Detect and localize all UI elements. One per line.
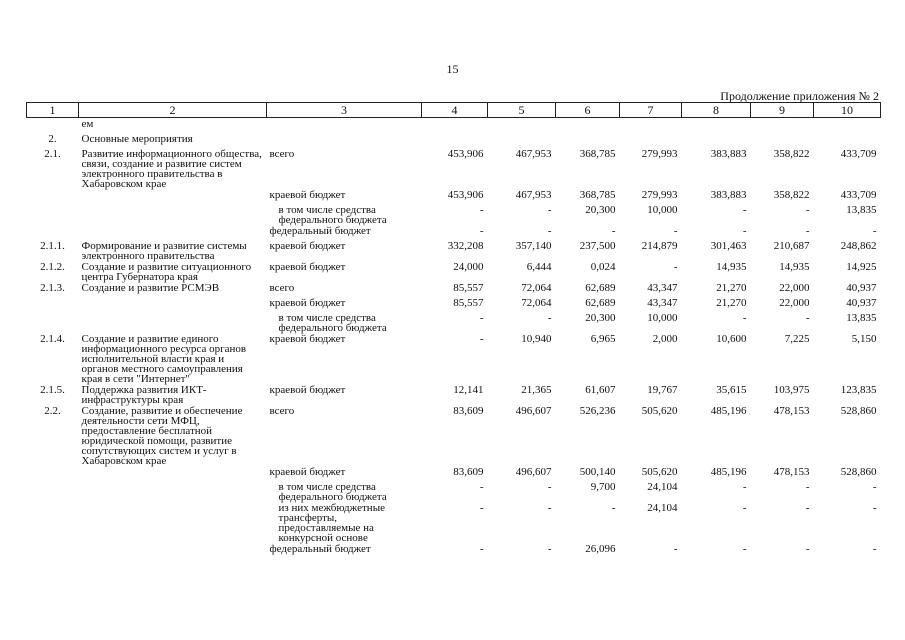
row-funding-source: краевой бюджет	[269, 333, 346, 345]
row-value-col-8: 35,615	[716, 384, 747, 396]
row-value-col-10: 528,860	[840, 466, 877, 478]
row-value-col-10: 40,937	[846, 282, 877, 294]
row-code	[27, 312, 79, 333]
table-row	[27, 312, 881, 333]
row-value-col-4	[422, 133, 488, 148]
table-row	[27, 189, 881, 204]
row-value-col-6: 500,140	[579, 466, 616, 478]
row-code: 2.1.2.	[40, 261, 65, 273]
row-name	[79, 502, 267, 543]
column-header-1: 1	[27, 103, 79, 118]
row-value-col-4	[422, 118, 488, 134]
row-funding-source: краевой бюджет	[269, 297, 346, 309]
row-name: ем	[81, 118, 94, 130]
row-value-col-5: -	[547, 543, 552, 555]
row-name: Создание, развитие и обеспечение деятельности сети МФЦ, предоставление бесплатной юридической помощи, развитие сопутствующих систем и услуг в Хабаровском крае	[81, 405, 243, 467]
row-value-col-10: 528,860	[840, 405, 877, 417]
row-value-col-7: 10,000	[647, 312, 678, 324]
row-value-col-5: 21,365	[521, 384, 552, 396]
row-code	[27, 297, 79, 312]
table-row	[27, 118, 881, 134]
table-row	[27, 148, 881, 189]
row-value-col-10: 5,150	[851, 333, 877, 345]
table-row	[27, 240, 881, 261]
row-value-col-6: 26,096	[585, 543, 616, 555]
row-value-col-9: 358,822	[773, 148, 810, 160]
row-value-col-5: 357,140	[515, 240, 552, 252]
row-code: 2.	[48, 133, 57, 145]
row-value-col-9: 14,935	[779, 261, 810, 273]
table-row	[27, 384, 881, 405]
row-code	[27, 502, 79, 543]
row-code	[27, 543, 79, 558]
row-value-col-5: -	[547, 481, 552, 493]
row-value-col-10	[814, 118, 881, 134]
row-name	[79, 225, 267, 240]
row-code	[27, 118, 79, 134]
row-value-col-8: -	[742, 481, 747, 493]
row-value-col-8: -	[742, 502, 747, 514]
row-value-col-4: 453,906	[447, 189, 484, 201]
row-value-col-10: 13,835	[846, 204, 877, 216]
row-name	[79, 312, 267, 333]
row-value-col-7: 10,000	[647, 204, 678, 216]
row-value-col-7: 505,620	[641, 405, 678, 417]
row-value-col-7: -	[673, 261, 678, 273]
row-value-col-8: 301,463	[710, 240, 747, 252]
row-value-col-4: -	[479, 312, 484, 324]
row-value-col-8: -	[742, 543, 747, 555]
row-funding-source: всего	[269, 282, 295, 294]
row-name: Поддержка развития ИКТ-инфраструктуры края	[81, 384, 207, 406]
row-value-col-7: 505,620	[641, 466, 678, 478]
row-value-col-4: 12,141	[453, 384, 484, 396]
row-value-col-9: -	[805, 312, 810, 324]
row-value-col-7	[620, 118, 682, 134]
row-value-col-9: 7,225	[784, 333, 810, 345]
row-value-col-10: 13,835	[846, 312, 877, 324]
row-value-col-5: 467,953	[515, 148, 552, 160]
budget-table	[26, 102, 881, 558]
row-value-col-5: 496,607	[515, 466, 552, 478]
row-funding-source: всего	[269, 405, 295, 417]
table-row	[27, 282, 881, 297]
row-value-col-7: 24,104	[647, 481, 678, 493]
table-header	[27, 103, 881, 118]
row-funding-source: из них межбюджетные трансферты, предоставляемые на конкурсной основе	[278, 502, 385, 544]
row-value-col-6: 526,236	[579, 405, 616, 417]
row-value-col-8: -	[742, 225, 747, 237]
table-body	[27, 118, 881, 559]
row-code: 2.1.1.	[40, 240, 65, 252]
row-value-col-9: 22,000	[779, 282, 810, 294]
row-value-col-5: 10,940	[521, 333, 552, 345]
row-value-col-6: 20,300	[585, 312, 616, 324]
row-value-col-5: 72,064	[521, 282, 552, 294]
row-value-col-8: 383,883	[710, 148, 747, 160]
row-value-col-6: 0,024	[590, 261, 616, 273]
row-value-col-9	[751, 133, 814, 148]
row-value-col-4: 332,208	[447, 240, 484, 252]
row-value-col-7: 43,347	[647, 282, 678, 294]
table-row	[27, 297, 881, 312]
row-value-col-8: 21,270	[716, 297, 747, 309]
row-funding-source: краевой бюджет	[269, 466, 346, 478]
row-name	[79, 204, 267, 225]
row-value-col-4: -	[479, 543, 484, 555]
row-code	[27, 225, 79, 240]
row-name	[79, 481, 267, 502]
row-value-col-6: 62,689	[585, 297, 616, 309]
row-name	[79, 189, 267, 204]
row-value-col-10: 248,862	[840, 240, 877, 252]
row-value-col-10: 40,937	[846, 297, 877, 309]
row-value-col-5	[488, 118, 556, 134]
row-value-col-4: 24,000	[453, 261, 484, 273]
row-name: Развитие информационного общества, связи, создание и развитие систем электронного правительства в Хабаровском крае	[81, 148, 262, 190]
column-header-9: 9	[751, 103, 814, 118]
row-funding-source: федеральный бюджет	[269, 225, 371, 237]
row-value-col-9: 22,000	[779, 297, 810, 309]
row-value-col-9: 478,153	[773, 466, 810, 478]
row-value-col-4: 453,906	[447, 148, 484, 160]
row-value-col-5: 496,607	[515, 405, 552, 417]
row-value-col-4: -	[479, 481, 484, 493]
table-row	[27, 225, 881, 240]
row-funding-source: краевой бюджет	[269, 189, 346, 201]
row-value-col-4: 85,557	[453, 282, 484, 294]
row-value-col-9: 210,687	[773, 240, 810, 252]
row-value-col-10: -	[872, 481, 877, 493]
row-value-col-4: 83,609	[453, 405, 484, 417]
row-code: 2.1.	[44, 148, 61, 160]
row-code	[27, 189, 79, 204]
row-value-col-5: 72,064	[521, 297, 552, 309]
row-value-col-7: 279,993	[641, 189, 678, 201]
row-name	[79, 466, 267, 481]
row-value-col-9	[751, 118, 814, 134]
row-funding-source: всего	[269, 148, 295, 160]
row-value-col-10: 433,709	[840, 148, 877, 160]
row-value-col-7: 279,993	[641, 148, 678, 160]
row-value-col-6: 20,300	[585, 204, 616, 216]
row-value-col-8: 485,196	[710, 405, 747, 417]
row-value-col-9: 103,975	[773, 384, 810, 396]
row-funding-source: в том числе средства федерального бюджета	[278, 204, 387, 226]
row-value-col-4: -	[479, 225, 484, 237]
row-value-col-6	[556, 118, 620, 134]
row-value-col-8	[682, 118, 751, 134]
table-row	[27, 466, 881, 481]
row-funding-source	[267, 133, 422, 148]
row-value-col-8: 485,196	[710, 466, 747, 478]
row-name: Создание и развитие единого информационного ресурса органов исполнительной власти края и органов местного самоуправления края в сети "Интернет"	[81, 333, 247, 385]
row-value-col-10: 123,835	[840, 384, 877, 396]
row-funding-source: в том числе средства федерального бюджета	[278, 312, 387, 334]
row-code: 2.1.3.	[40, 282, 65, 294]
row-value-col-8: 21,270	[716, 282, 747, 294]
column-header-2: 2	[79, 103, 267, 118]
column-header-3: 3	[267, 103, 422, 118]
row-value-col-9: 478,153	[773, 405, 810, 417]
row-value-col-5	[488, 133, 556, 148]
row-name: Основные мероприятия	[81, 133, 193, 145]
row-code	[27, 481, 79, 502]
row-value-col-7: 19,767	[647, 384, 678, 396]
row-value-col-7: 43,347	[647, 297, 678, 309]
row-value-col-6: 237,500	[579, 240, 616, 252]
row-value-col-4: -	[479, 204, 484, 216]
table-row	[27, 502, 881, 543]
row-value-col-8: -	[742, 204, 747, 216]
row-value-col-7: -	[673, 225, 678, 237]
row-funding-source: в том числе средства федерального бюджета	[278, 481, 387, 503]
row-value-col-5: -	[547, 312, 552, 324]
column-header-5: 5	[488, 103, 556, 118]
row-funding-source: федеральный бюджет	[269, 543, 371, 555]
row-code	[27, 204, 79, 225]
table-row	[27, 133, 881, 148]
row-value-col-10: -	[872, 225, 877, 237]
row-value-col-8: 383,883	[710, 189, 747, 201]
table-row	[27, 204, 881, 225]
column-header-10: 10	[814, 103, 881, 118]
row-value-col-10: 433,709	[840, 189, 877, 201]
row-code: 2.1.4.	[40, 333, 65, 345]
column-header-8: 8	[682, 103, 751, 118]
row-value-col-6: 61,607	[585, 384, 616, 396]
table-row	[27, 481, 881, 502]
row-value-col-9: -	[805, 204, 810, 216]
row-value-col-10	[814, 133, 881, 148]
row-value-col-4: -	[479, 333, 484, 345]
row-value-col-8: -	[742, 312, 747, 324]
row-value-col-9: 358,822	[773, 189, 810, 201]
table-row	[27, 333, 881, 384]
row-value-col-4: 83,609	[453, 466, 484, 478]
row-name	[79, 543, 267, 558]
row-funding-source: краевой бюджет	[269, 384, 346, 396]
row-value-col-9: -	[805, 543, 810, 555]
column-header-7: 7	[620, 103, 682, 118]
row-value-col-9: -	[805, 502, 810, 514]
row-name: Формирование и развитие системы электронного правительства	[81, 240, 247, 262]
row-name: Создание и развитие ситуационного центра Губернатора края	[81, 261, 252, 283]
row-value-col-7: 24,104	[647, 502, 678, 514]
row-code	[27, 466, 79, 481]
row-value-col-10: 14,925	[846, 261, 877, 273]
row-value-col-7	[620, 133, 682, 148]
column-header-6: 6	[556, 103, 620, 118]
row-value-col-5: -	[547, 502, 552, 514]
table-row	[27, 405, 881, 466]
page-number: 15	[446, 62, 459, 76]
row-value-col-8	[682, 133, 751, 148]
row-value-col-6: 62,689	[585, 282, 616, 294]
row-value-col-4: -	[479, 502, 484, 514]
row-value-col-6: 6,965	[590, 333, 616, 345]
row-value-col-10: -	[872, 543, 877, 555]
row-value-col-6	[556, 133, 620, 148]
table-row	[27, 543, 881, 558]
table-row	[27, 261, 881, 282]
row-value-col-8: 14,935	[716, 261, 747, 273]
column-header-4: 4	[422, 103, 488, 118]
header-row	[27, 103, 881, 118]
row-value-col-8: 10,600	[716, 333, 747, 345]
row-value-col-6: -	[611, 502, 616, 514]
row-value-col-7: -	[673, 543, 678, 555]
row-code: 2.1.5.	[40, 384, 65, 396]
row-name	[79, 297, 267, 312]
row-funding-source	[267, 118, 422, 134]
row-value-col-7: 214,879	[641, 240, 678, 252]
row-value-col-6: -	[611, 225, 616, 237]
row-value-col-5: 6,444	[526, 261, 552, 273]
row-value-col-4: 85,557	[453, 297, 484, 309]
continuation-label: Продолжение приложения № 2	[720, 89, 879, 103]
row-funding-source: краевой бюджет	[269, 261, 346, 273]
row-value-col-7: 2,000	[652, 333, 678, 345]
row-code: 2.2.	[44, 405, 61, 417]
row-value-col-9: -	[805, 225, 810, 237]
row-value-col-9: -	[805, 481, 810, 493]
row-name: Создание и развитие РСМЭВ	[81, 282, 220, 294]
row-value-col-5: 467,953	[515, 189, 552, 201]
row-value-col-10: -	[872, 502, 877, 514]
row-value-col-6: 9,700	[590, 481, 616, 493]
row-value-col-6: 368,785	[579, 189, 616, 201]
row-value-col-5: -	[547, 204, 552, 216]
row-value-col-6: 368,785	[579, 148, 616, 160]
row-funding-source: краевой бюджет	[269, 240, 346, 252]
row-value-col-5: -	[547, 225, 552, 237]
